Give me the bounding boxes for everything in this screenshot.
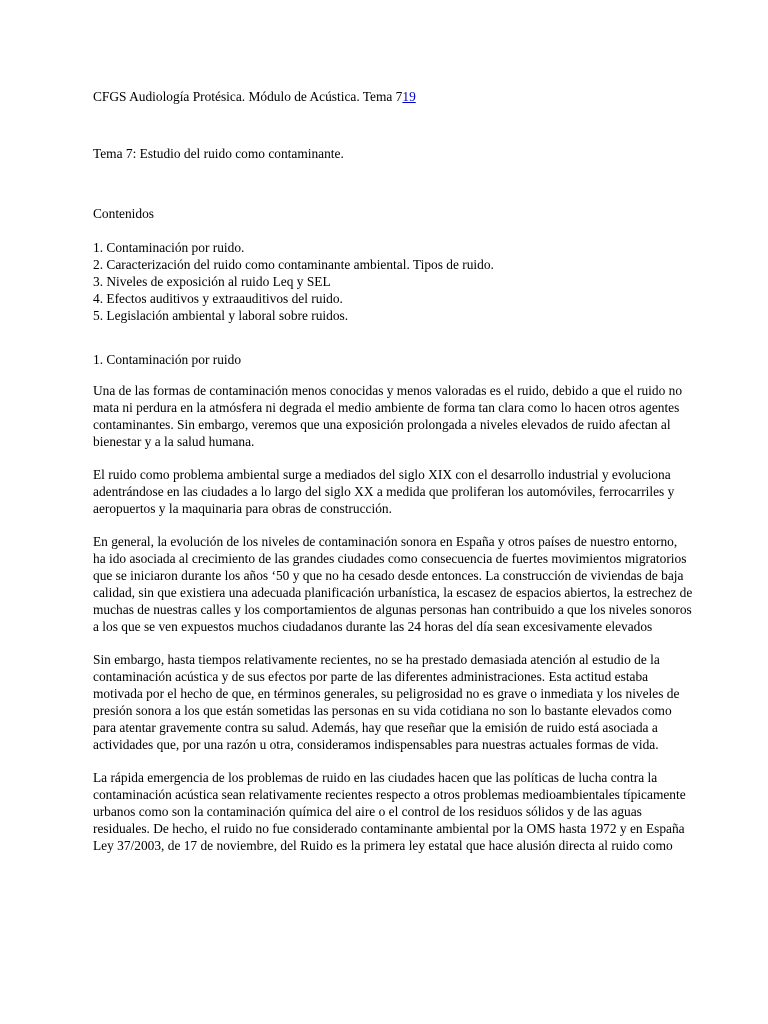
body-paragraph: El ruido como problema ambiental surge a mediados del siglo XIX con el desarrollo industrial y evoluciona adentrándose en las ciudades a lo largo del siglo XX a medida que proliferan los automóviles, ferrocarriles y aeropuertos y la maquinaria para obras de construcción. <box>93 467 675 516</box>
document-body <box>93 88 693 854</box>
section-heading: 1. Contaminación por ruido <box>93 352 242 367</box>
table-of-contents <box>93 239 693 324</box>
toc-item: 4. Efectos auditivos y extraauditivos del ruido. <box>93 291 343 306</box>
header-page-link[interactable]: 19 <box>402 89 416 104</box>
body-paragraph: Sin embargo, hasta tiempos relativamente recientes, no se ha prestado demasiada atención al estudio de la contaminación acústica y de sus efectos por parte de las diferentes administraciones. Esta actitud estaba motivada por el hecho de que, en términos generales, su peligrosidad no es grave o inmediata y los niveles de presión sonora a los que están sometidas las personas en su vida cotidiana no son lo bastante elevados como para atentar gravemente contra su salud. Además, hay que reseñar que la emisión de ruido está asociada a actividades que, por una razón u otra, consideramos indispensables para nuestras actuales formas de vida. <box>93 652 680 752</box>
toc-item: 1. Contaminación por ruido. <box>93 240 245 255</box>
topic-title: Tema 7: Estudio del ruido como contaminante. <box>93 146 344 161</box>
toc-item: 5. Legislación ambiental y laboral sobre ruidos. <box>93 308 349 323</box>
body-paragraph: Una de las formas de contaminación menos conocidas y menos valoradas es el ruido, debido a que el ruido no mata ni perdura en la atmósfera ni degrada el medio ambiente de forma tan clara como lo hacen otros agentes contaminantes. Sin embargo, veremos que una exposición prolongada a niveles elevados de ruido afectan al bienestar y a la salud humana. <box>93 383 683 449</box>
toc-item: 2. Caracterización del ruido como contaminante ambiental. Tipos de ruido. <box>93 257 494 272</box>
body-paragraph: La rápida emergencia de los problemas de ruido en las ciudades hacen que las políticas de lucha contra la contaminación acústica sean relativamente recientes respecto a otros problemas medioambientales típicamente urbanos como son la contaminación química del aire o el control de los residuos sólidos y de las aguas residuales. De hecho, el ruido no fue considerado contaminante ambiental por la OMS hasta 1972 y en España Ley 37/2003, de 17 de noviembre, del Ruido es la primera ley estatal que hace alusión directa al ruido como <box>93 770 686 853</box>
contents-heading: Contenidos <box>93 206 155 221</box>
body-paragraph: En general, la evolución de los niveles de contaminación sonora en España y otros países de nuestro entorno, ha ido asociada al crecimiento de las grandes ciudades como consecuencia de fuertes movimientos migratorios que se iniciaron durante los años ‘50 y que no ha cesado desde entonces. La construcción de viviendas de baja calidad, sin que existiera una adecuada planificación urbanística, la escasez de espacios abiertos, la estrechez de muchas de nuestras calles y los comportamientos de algunas personas han contribuido a que los niveles sonoros a los que se ven expuestos muchos ciudadanos durante las 24 horas del día sean excesivamente elevados <box>93 534 693 634</box>
document-header <box>93 88 693 105</box>
toc-item: 3. Niveles de exposición al ruido Leq y SEL <box>93 274 331 289</box>
header-text: CFGS Audiología Protésica. Módulo de Acústica. Tema 7 <box>93 89 403 104</box>
